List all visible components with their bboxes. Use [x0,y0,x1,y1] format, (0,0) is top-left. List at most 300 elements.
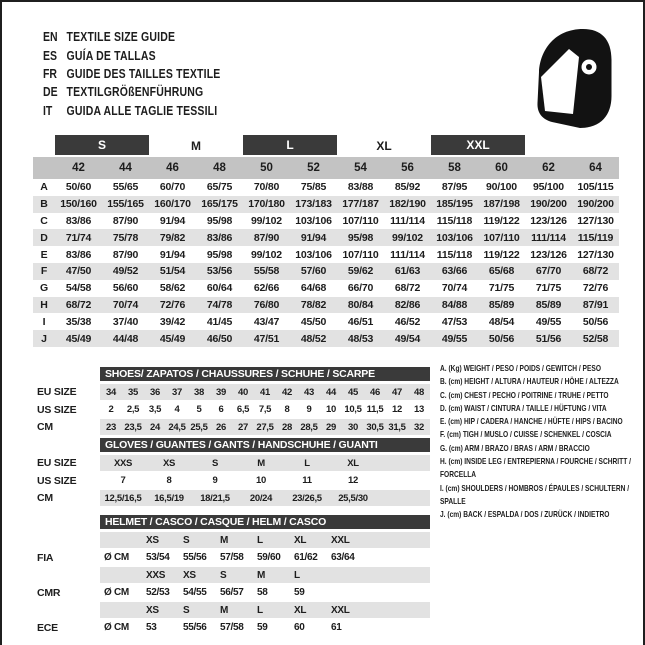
measurement-value: 82/86 [384,297,431,314]
measurement-value: 48/52 [290,330,337,347]
measurement-value: 83/86 [65,214,92,227]
row-label: ECE [37,621,58,634]
cell-value: M [257,457,265,469]
language-code: IT [43,103,53,118]
measurement-value: 115/118 [436,248,473,261]
cell-value: 44 [326,386,336,398]
helmet-row [33,602,430,618]
helmet-title: HELMET / CASCO / CASQUE / HELM / CASCO [105,516,327,528]
cell-value: 12 [392,404,402,415]
size-group-row [33,135,619,157]
helmet-icon [533,27,617,130]
cell-value: 13 [414,404,424,415]
gloves-row [33,473,430,489]
numeric-size: 60 [478,157,525,179]
measurement-row [33,263,619,280]
language-title-list [43,28,363,120]
measurement-value: 105/115 [577,181,614,194]
row-cells [100,550,430,566]
row-label: CMR [37,586,61,599]
size-group-cell [243,135,337,157]
row-letter: H [33,297,55,314]
measurement-value: 50/56 [582,315,609,328]
helmet-row [33,567,430,583]
cell-value: 53 [146,622,157,633]
row-label: EU SIZE [37,386,77,398]
row-letter: A [40,181,48,194]
row-label: CM [37,492,53,504]
measurement-value: 103/106 [431,229,478,246]
measurement-value: 60/70 [159,181,186,194]
measurement-value: 111/114 [525,229,572,246]
measurement-value: 46/51 [347,315,374,328]
measurement-value: 67/70 [525,263,572,280]
cell-value: 28 [282,421,292,433]
measurement-value: 160/170 [149,196,196,213]
cell-value: 46 [370,386,380,398]
legend-item: D. (cm) WAIST / CINTURA / TAILLE / HÜFTUNG / VITA [440,402,607,413]
cell-value: 25,5/30 [338,492,368,504]
shoes-row [33,384,430,400]
language-line [43,83,312,101]
cell-value: 9 [212,475,218,486]
helmet-row [33,620,430,636]
measurement-value: 115/119 [572,229,619,246]
measurement-value: 53/56 [196,263,243,280]
language-line [43,102,312,120]
measurement-value: 190/200 [525,196,572,213]
row-letter: D [33,229,55,246]
language-code: FR [43,66,58,81]
measurement-value: 103/106 [295,214,332,227]
measurement-value: 75/78 [102,229,149,246]
measurement-value: 190/200 [572,196,619,213]
cell-value: Ø CM [104,587,129,598]
cell-value: 23 [106,421,116,433]
legend-item: A. (Kg) WEIGHT / PESO / POIDS / GEWITCH / PESO [440,363,601,373]
legend-item: F. (cm) TIGH / MUSLO / CUISSE / SCHENKEL / COSCIA [440,429,612,440]
cell-value: 26 [216,421,226,433]
row-letter: G [40,282,48,295]
cell-value: XXS [146,569,166,581]
cell-value: 8 [166,475,172,486]
language-line [43,28,312,46]
measurement-value: 115/118 [436,214,473,227]
measurement-value: 60/64 [206,282,233,295]
row-cells [100,567,430,583]
row-cells [100,473,430,489]
measurement-value: 57/60 [290,263,337,280]
cell-value: 23,5 [124,421,142,433]
measurement-row [33,196,619,213]
measurement-value: 170/180 [243,196,290,213]
cell-value: 5 [196,404,202,415]
measurement-value: 47/53 [441,315,468,328]
cell-value: 4 [174,404,180,415]
cell-value: 7 [120,475,126,486]
measurement-value: 45/49 [55,330,102,347]
measurement-value: 95/98 [206,214,233,227]
row-cells [100,620,430,636]
cell-value: 8 [284,404,290,415]
numeric-size: 64 [572,157,619,179]
size-group-label: XXL [431,135,525,155]
cell-value: 3,5 [148,404,162,415]
numeric-size: 44 [102,157,149,179]
measurement-value: 71/75 [488,282,515,295]
measurement-value: 50/56 [478,330,525,347]
cell-value: 61/62 [294,552,318,563]
gloves-row [33,455,430,471]
guide-title: TEXTILGRÖßENFÜHRUNG [66,85,204,100]
measurement-value: 51/54 [149,263,196,280]
row-letter: E [40,248,48,261]
cell-value: 25,5 [190,421,208,433]
cell-value: 55/56 [183,552,207,563]
cell-value: 10,5 [344,404,362,415]
numeric-size: 54 [337,157,384,179]
numeric-size: 48 [196,157,243,179]
numeric-size: 58 [431,157,478,179]
numeric-size: 56 [384,157,431,179]
cell-value: 60 [294,622,305,633]
measurement-value: 103/106 [295,248,332,261]
cell-value: 38 [194,386,204,398]
cell-value: XXL [331,604,350,616]
cell-value: 32 [414,421,424,433]
cell-value: 37 [172,386,182,398]
measurement-value: 41/45 [206,315,233,328]
measurement-value: 70/80 [253,181,280,194]
size-group-label: M [191,139,201,153]
measurement-value: 66/70 [347,282,374,295]
row-label: CM [37,421,53,433]
legend-item: J. (cm) BACK / ESPALDA / DOS / ZURÜCK / INDIETRO [440,509,610,520]
row-cells [100,490,430,506]
row-label: US SIZE [37,474,77,487]
size-group-label: S [55,135,149,155]
row-cells [100,455,430,471]
cell-value: L [257,604,263,616]
measurement-value: 52/58 [572,330,619,347]
measurement-value: 55/58 [243,263,290,280]
cell-value: 39 [216,386,226,398]
size-group-cell [55,135,149,157]
gloves-title-bar [100,438,430,452]
cell-value: 59 [257,622,268,633]
measurement-value: 45/49 [149,330,196,347]
cell-value: 30 [348,421,358,433]
row-cells [100,419,430,435]
measurement-value: 51/56 [525,330,572,347]
cell-value: 31,5 [388,421,406,433]
measurement-value: 107/110 [342,214,379,227]
measurement-row [33,179,619,196]
cell-value: XXS [113,457,133,469]
measurement-value: 185/195 [431,196,478,213]
measurement-value: 87/95 [441,181,468,194]
cell-value: 40 [238,386,248,398]
measurement-value: 80/84 [337,297,384,314]
measurement-value: 68/72 [394,282,421,295]
cell-value: 63/64 [331,552,355,563]
measurement-value: 35/38 [65,315,92,328]
measurement-value: 87/90 [243,229,290,246]
measurement-value: 91/94 [159,248,186,261]
gloves-row [33,490,430,506]
measurement-value: 65/68 [478,263,525,280]
legend-item: C. (cm) CHEST / PECHO / POITRINE / TRUHE / PETTO [440,389,609,400]
measurement-value: 182/190 [384,196,431,213]
measurement-value: 46/50 [196,330,243,347]
measurement-value: 95/98 [206,248,233,261]
measurement-value: 173/183 [290,196,337,213]
cell-value: 47 [392,386,402,398]
measurement-value: 91/94 [290,229,337,246]
cell-value: 42 [282,386,292,398]
measurement-value: 45/50 [300,315,327,328]
cell-value: 59/60 [257,552,281,563]
corner-cell [33,157,55,179]
cell-value: 2,5 [126,404,140,415]
measurement-value: 59/62 [337,263,384,280]
shoes-title-bar [100,367,430,381]
measurement-value: 49/52 [102,263,149,280]
gloves-table [33,438,430,506]
row-label: EU SIZE [37,457,77,469]
cell-value: 29 [326,421,336,433]
shoes-title: SHOES/ ZAPATOS / CHAUSSURES / SCHUHE / SCARPE [105,368,375,380]
measurement-value: 75/85 [300,181,327,194]
cell-value: 53/54 [146,552,170,563]
measurement-value: 47/51 [243,330,290,347]
numeric-size: 62 [525,157,572,179]
measurement-legend [440,362,645,522]
measurement-value: 68/72 [572,263,619,280]
numeric-size: 46 [149,157,196,179]
cell-value: Ø CM [104,552,129,563]
shoes-row [33,402,430,418]
measurement-value: 84/88 [431,297,478,314]
row-letter: C [40,214,48,227]
measurement-value: 46/52 [394,315,421,328]
cell-value: S [211,457,219,469]
measurement-row [33,297,619,314]
measurement-value: 111/114 [390,248,425,261]
guide-title: GUÍA DE TALLAS [66,48,156,63]
cell-value: 27,5 [256,421,274,433]
cell-value: Ø CM [104,622,129,633]
size-group-label: L [243,135,337,155]
size-group-cell [33,135,55,157]
legend-item: I. (cm) SHOULDERS / HOMBROS / ÉPAULES / SCHULTERN / SPALLE [440,482,630,506]
cell-value: 7,5 [258,404,272,415]
measurement-value: 49/55 [431,330,478,347]
cell-value: 6,5 [236,404,250,415]
measurement-value: 55/65 [112,181,139,194]
measurement-value: 83/86 [65,248,92,261]
measurement-value: 155/165 [102,196,149,213]
cell-value: 20/24 [249,492,273,504]
measurement-value: 87/90 [112,248,139,261]
measurement-value: 123/126 [530,214,567,227]
cell-value: 58 [257,587,268,598]
measurement-row [33,213,619,230]
measurement-value: 119/122 [483,214,520,227]
numeric-size: 50 [243,157,290,179]
cell-value: 2 [108,404,114,415]
cell-value: M [220,604,229,616]
measurement-value: 107/110 [342,248,379,261]
cell-value: 30,5 [366,421,384,433]
measurement-value: 85/89 [478,297,525,314]
cell-value: XS [146,604,159,616]
measurement-value: 127/130 [577,214,614,227]
measurement-value: 56/60 [112,282,139,295]
cell-value: 12,5/16,5 [104,492,142,504]
measurement-value: 58/62 [159,282,186,295]
measurement-value: 48/54 [488,315,515,328]
size-group-label [33,135,55,155]
cell-value: 12 [348,475,358,486]
row-cells [100,384,430,400]
guide-title: GUIDA ALLE TAGLIE TESSILI [66,103,218,118]
measurement-value: 79/82 [149,229,196,246]
cell-value: M [220,534,229,546]
size-group-cell [149,135,243,157]
measurement-value: 43/47 [253,315,280,328]
legend-item: H. (cm) INSIDE LEG / ENTREPIERNA / FOURCHE / SCHRITT / FORCELLA [440,456,631,480]
measurement-value: 127/130 [577,248,614,261]
cell-value: 28,5 [300,421,318,433]
measurement-value: 150/160 [55,196,102,213]
measurement-row [33,229,619,246]
row-letter: J [33,330,55,347]
measurement-value: 48/53 [337,330,384,347]
row-cells [100,402,430,418]
measurement-value: 49/54 [384,330,431,347]
measurement-value: 49/55 [535,315,562,328]
measurement-row [33,313,619,330]
cell-value: XS [146,534,159,546]
measurement-value: 87/91 [572,297,619,314]
row-cells [100,585,430,601]
size-group-label [525,135,572,155]
measurement-value: 70/74 [102,297,149,314]
measurement-value: 111/114 [390,214,425,227]
measurement-value: 177/187 [337,196,384,213]
size-group-cell [431,135,525,157]
language-code: ES [43,48,58,63]
cell-value: 9 [306,404,312,415]
measurement-value: 87/90 [112,214,139,227]
numeric-size: 42 [55,157,102,179]
measurement-value: 50/60 [65,181,92,194]
language-code: EN [43,30,58,45]
measurement-value: 72/76 [149,297,196,314]
measurement-value: 83/86 [196,229,243,246]
measurement-value: 91/94 [159,214,186,227]
cell-value: 55/56 [183,622,207,633]
measurement-value: 119/122 [483,248,520,261]
shoes-row [33,419,430,435]
cell-value: XL [347,457,359,469]
cell-value: 10 [256,475,266,486]
measurement-value: 54/58 [65,282,92,295]
measurement-value: 71/74 [55,229,102,246]
cell-value: S [183,604,190,616]
cell-value: XL [294,534,307,546]
language-line [43,46,312,64]
measurement-value: 47/50 [55,263,102,280]
measurement-value: 76/80 [243,297,290,314]
measurement-value: 99/102 [251,248,282,261]
cell-value: 24 [150,421,160,433]
cell-value: 6 [218,404,224,415]
helmet-row [33,532,430,548]
cell-value: 61 [331,622,342,633]
cell-value: 57/58 [220,622,244,633]
measurement-value: 72/76 [582,282,609,295]
cell-value: 54/55 [183,587,207,598]
measurement-value: 90/100 [486,181,517,194]
measurement-value: 68/72 [55,297,102,314]
cell-value: 48 [414,386,424,398]
cell-value: 41 [260,386,270,398]
cell-value: 23/26,5 [292,492,322,504]
size-group-cell [337,135,431,157]
measurement-row [33,246,619,263]
measurement-value: 65/75 [206,181,233,194]
language-code: DE [43,85,58,100]
numeric-size: 52 [290,157,337,179]
cell-value: 11,5 [366,404,384,415]
cell-value: XL [294,604,307,616]
cell-value: 24,5 [168,421,186,433]
measurement-value: 62/66 [253,282,280,295]
measurement-value: 63/66 [431,263,478,280]
measurement-value: 37/40 [112,315,139,328]
measurement-value: 85/89 [525,297,572,314]
cell-value: 52/53 [146,587,170,598]
helmet-row [33,550,430,566]
size-group-cell [525,135,572,157]
cell-value: M [257,569,266,581]
measurement-value: 187/198 [478,196,525,213]
measurement-value: 107/110 [478,229,525,246]
measurement-value: 78/82 [290,297,337,314]
measurement-row [33,280,619,297]
size-group-label: XL [376,139,392,153]
measurement-value: 99/102 [384,229,431,246]
cell-value: S [220,569,227,581]
language-line [43,65,312,83]
measurement-value: 83/88 [347,181,374,194]
legend-item: G. (cm) ARM / BRAZO / BRAS / ARM / BRACCIO [440,442,590,453]
cell-value: 35 [128,386,138,398]
cell-value: XS [183,569,196,581]
cell-value: 45 [348,386,358,398]
measurement-value: 95/98 [337,229,384,246]
measurement-value: 85/92 [394,181,421,194]
measurement-value: 44/48 [102,330,149,347]
guide-title: TEXTILE SIZE GUIDE [66,30,176,45]
row-letter: B [33,196,55,213]
cell-value: L [304,457,310,469]
measurement-value: 64/68 [300,282,327,295]
cell-value: XXL [331,534,350,546]
measurement-value: 70/74 [441,282,468,295]
